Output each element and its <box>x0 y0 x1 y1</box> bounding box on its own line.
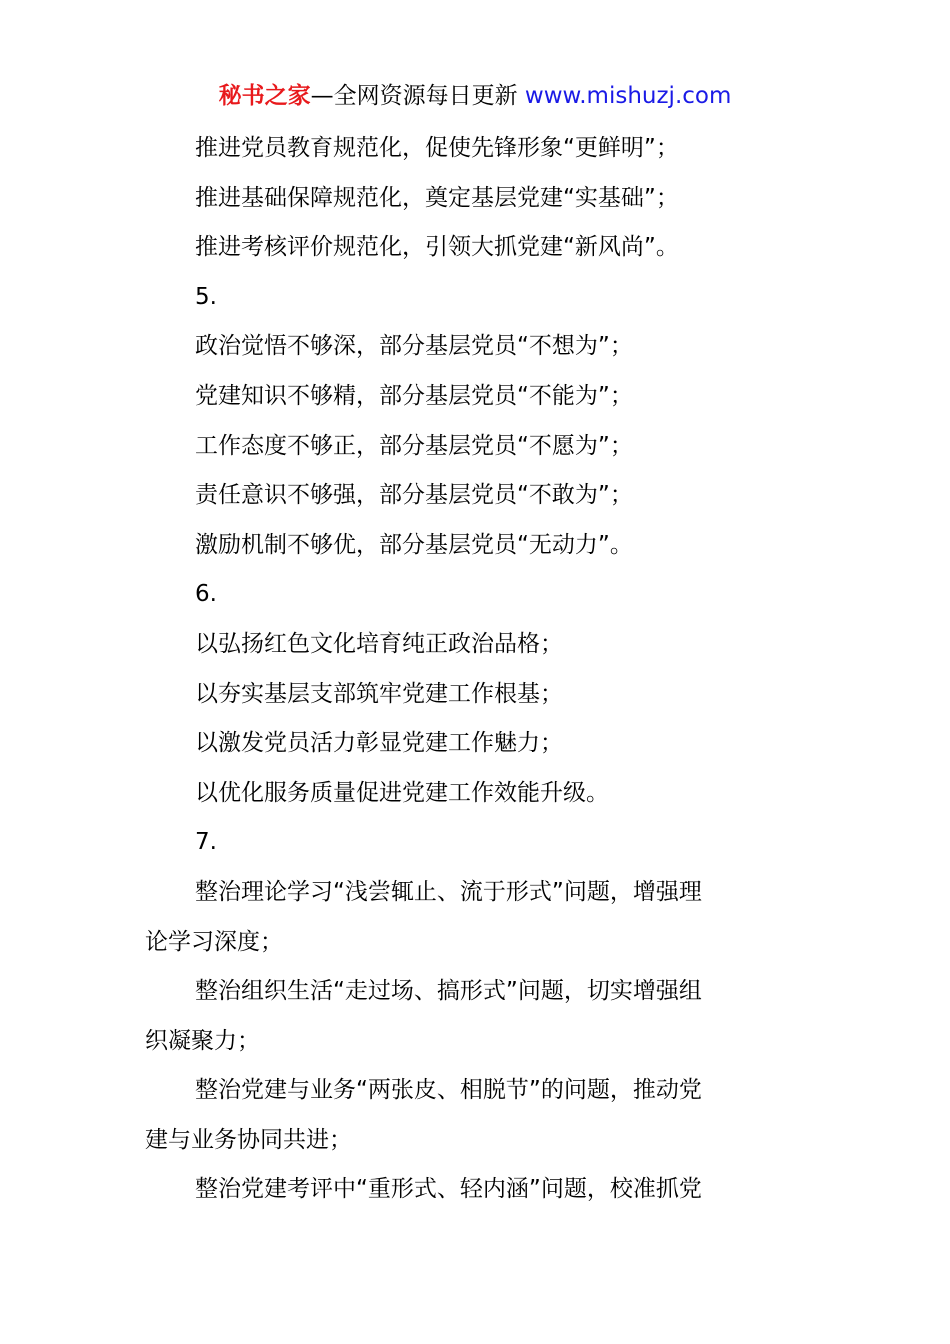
text-line: 党建知识不够精，部分基层党员“不能为”； <box>195 382 633 409</box>
text-line: 推进考核评价规范化，引领大抓党建“新风尚”。 <box>195 234 679 261</box>
text-line: 以优化服务质量促进党建工作效能升级。 <box>195 779 609 806</box>
text-line: 激励机制不够优，部分基层党员“无动力”。 <box>195 531 633 558</box>
section-number: 6. <box>195 581 217 608</box>
text-line: 政治觉悟不够深，部分基层党员“不想为”； <box>195 333 633 360</box>
section-number: 5. <box>195 283 217 310</box>
text-line: 以夯实基层支部筑牢党建工作根基； <box>195 680 563 707</box>
text-line: 责任意识不够强，部分基层党员“不敢为”； <box>195 482 633 509</box>
brand-name: 秘书之家 <box>218 83 311 109</box>
page-header <box>0 80 950 112</box>
section-number: 7. <box>195 829 217 856</box>
text-line: 推进基础保障规范化，奠定基层党建“实基础”； <box>195 184 679 211</box>
document-body <box>145 130 810 1221</box>
text-line: 以激发党员活力彰显党建工作魅力； <box>195 730 563 757</box>
text-line: 以弘扬红色文化培育纯正政治品格； <box>195 630 563 657</box>
text-line: 整治党建考评中“重形式、轻内涵”问题，校准抓党 <box>195 1176 702 1203</box>
text-line: 整治组织生活“走过场、搞形式”问题，切实增强组 <box>195 978 702 1005</box>
header-tagline: —全网资源每日更新 <box>310 83 525 109</box>
text-line: 工作态度不够正，部分基层党员“不愿为”； <box>195 432 633 459</box>
text-line: 整治理论学习“浅尝辄止、流于形式”问题，增强理 <box>195 878 702 905</box>
text-line: 推进党员教育规范化，促使先锋形象“更鲜明”； <box>195 135 679 161</box>
site-url[interactable]: www.mishuzj.com <box>524 83 732 109</box>
text-line-continued: 织凝聚力； <box>145 1027 260 1054</box>
text-line-continued: 建与业务协同共进； <box>145 1126 352 1153</box>
text-line: 整治党建与业务“两张皮、相脱节”的问题，推动党 <box>195 1077 702 1104</box>
text-line-continued: 论学习深度； <box>145 928 283 955</box>
